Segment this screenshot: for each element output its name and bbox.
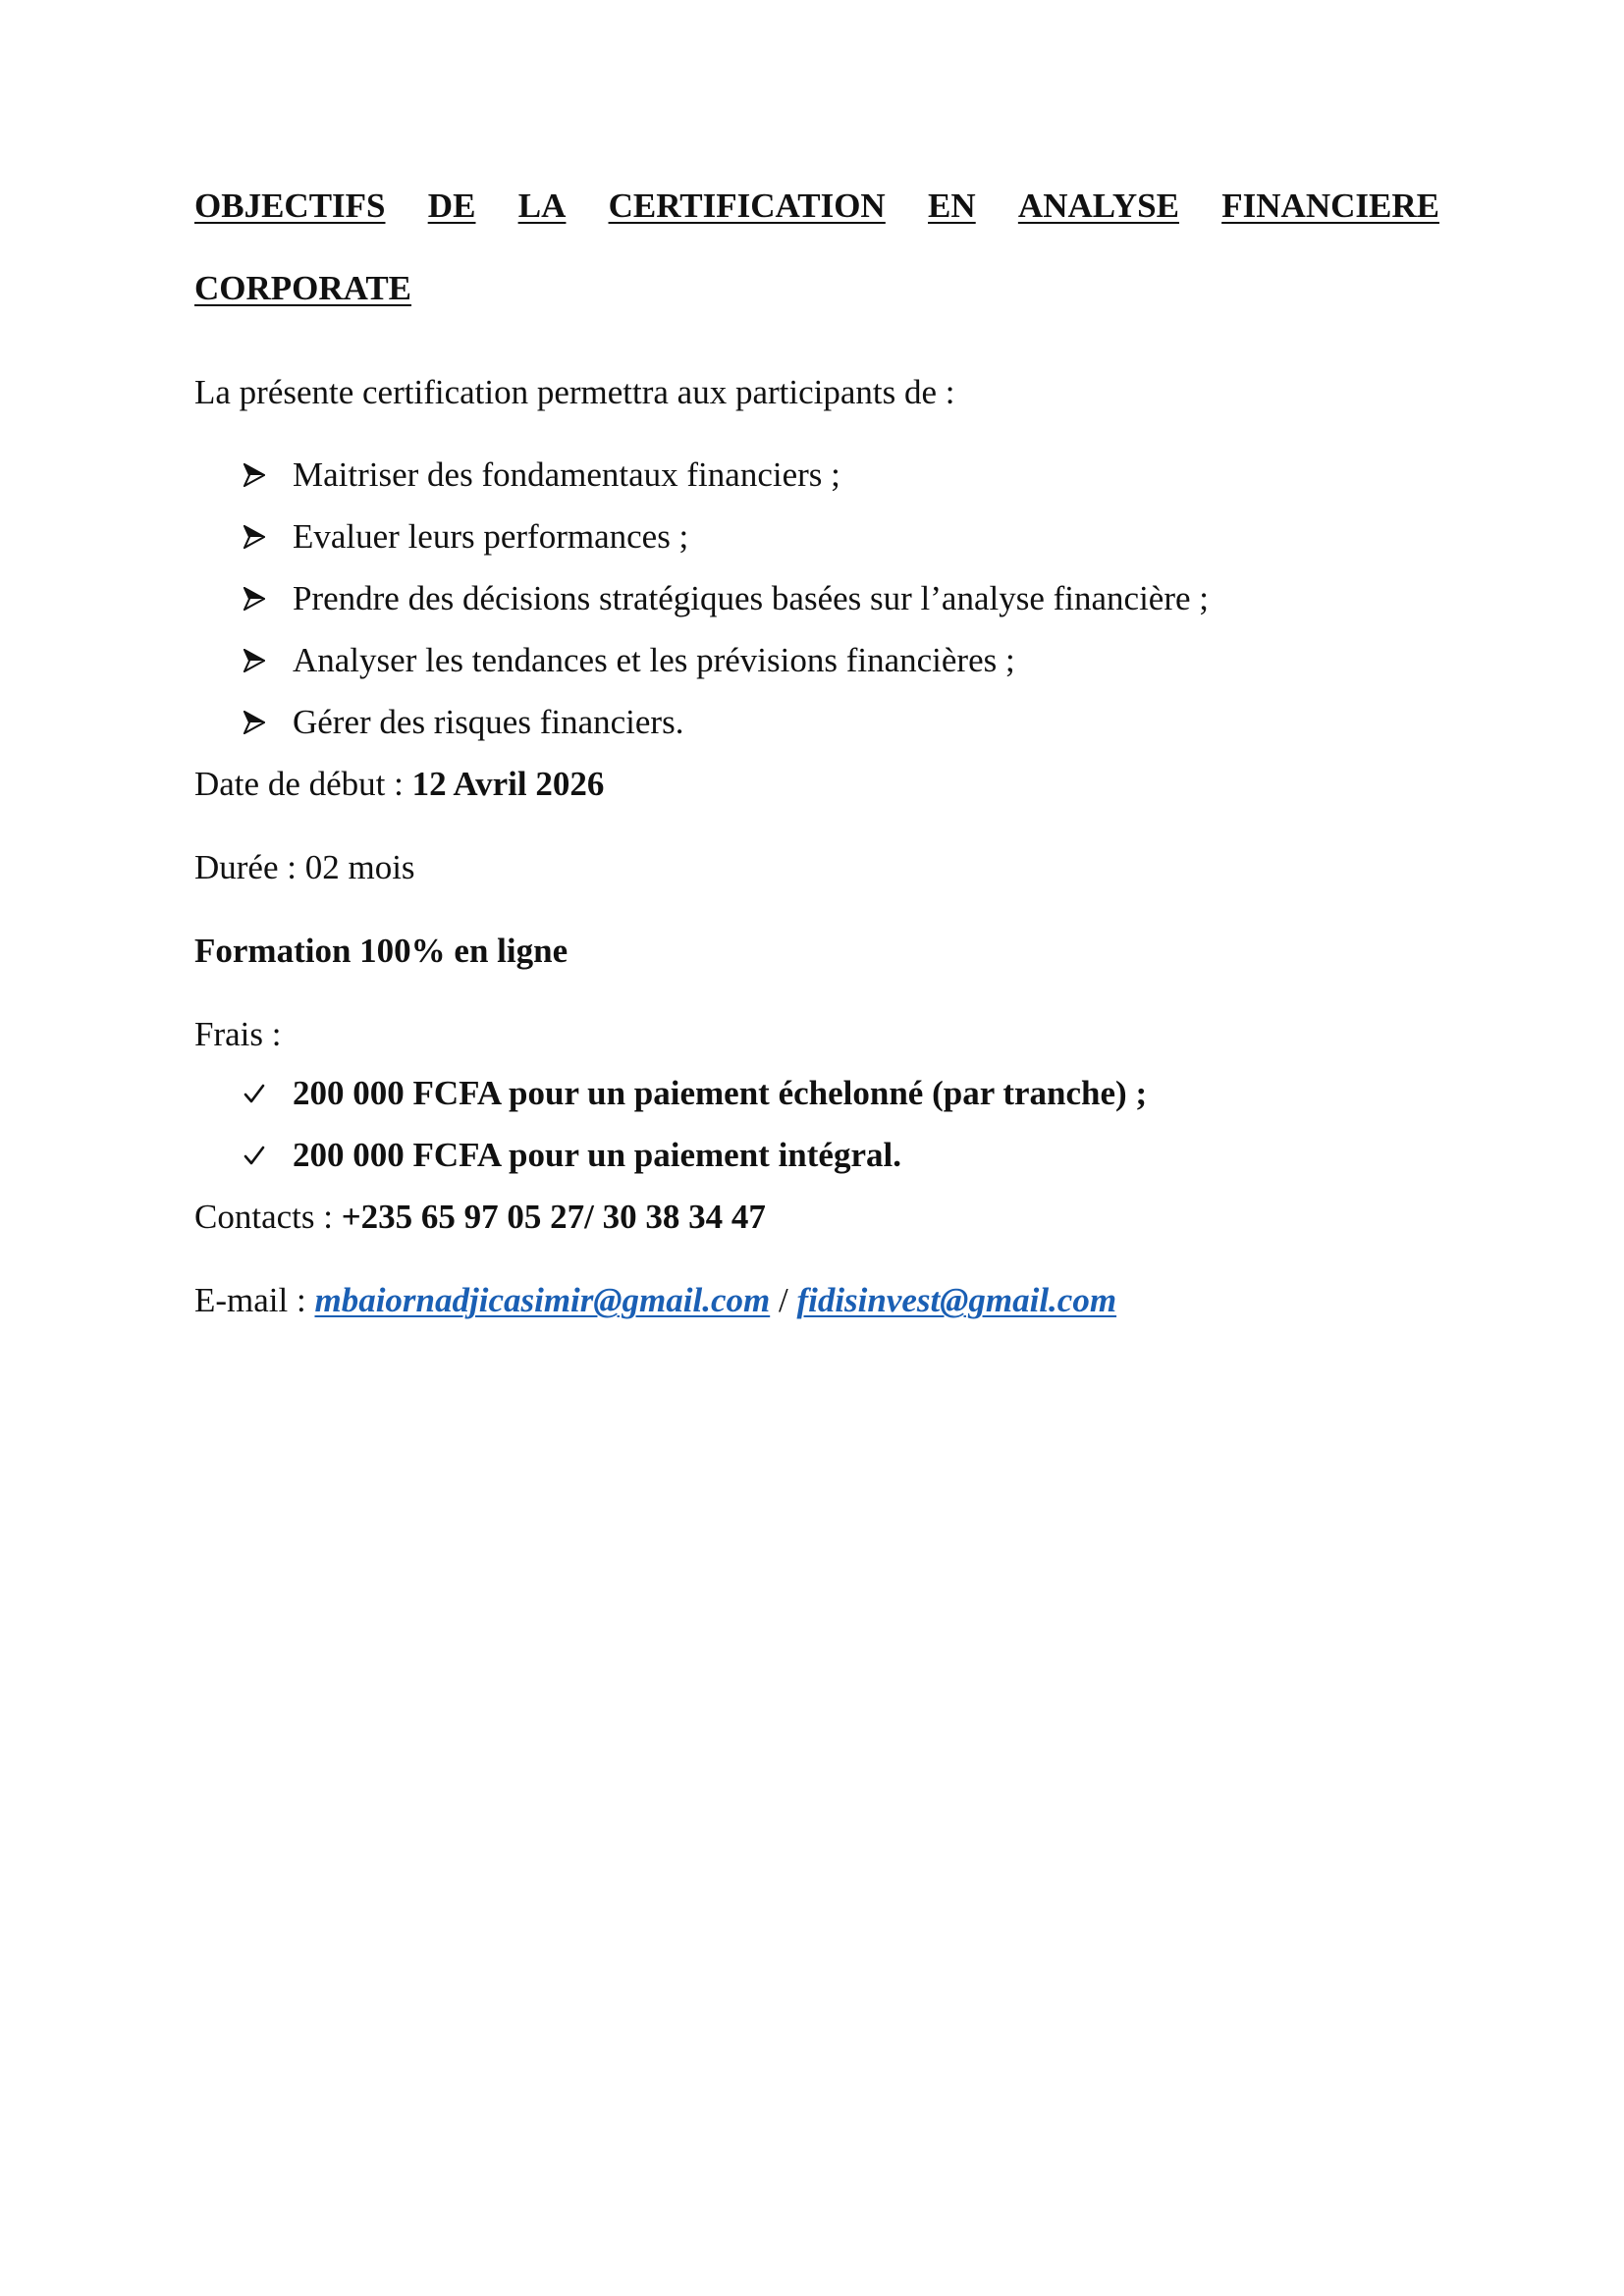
start-date-label: Date de début : <box>194 765 412 803</box>
checkmark-icon <box>244 1145 293 1166</box>
fees-list <box>194 1074 1439 1175</box>
arrow-bullet-icon <box>244 711 293 734</box>
email-label: E-mail : <box>194 1281 315 1319</box>
arrow-bullet-icon <box>244 463 293 487</box>
email-separator: / <box>770 1281 797 1319</box>
contacts-line <box>194 1198 1439 1237</box>
objective-text: Evaluer leurs performances ; <box>293 517 689 556</box>
heading-word: DE <box>427 187 476 225</box>
contacts-phone: +235 65 97 05 27/ 30 38 34 47 <box>341 1198 766 1236</box>
objective-text: Maitriser des fondamentaux financiers ; <box>293 455 840 494</box>
heading-word: OBJECTIFS <box>194 187 386 225</box>
heading-word: CERTIFICATION <box>608 187 886 225</box>
fee-text: 200 000 FCFA pour un paiement échelonné (par tranche) ; <box>293 1074 1148 1112</box>
heading-word: LA <box>517 187 567 225</box>
heading-word: FINANCIERE <box>1221 187 1439 225</box>
arrow-bullet-icon <box>244 587 293 611</box>
objective-text: Analyser les tendances et les prévisions financières ; <box>293 641 1015 679</box>
heading-line-1 <box>194 187 1439 226</box>
arrow-bullet-icon <box>244 649 293 672</box>
list-item <box>194 703 1439 742</box>
contacts-label: Contacts : <box>194 1198 342 1236</box>
format-line: Formation 100% en ligne <box>194 932 568 970</box>
duration-line: Durée : 02 mois <box>194 848 415 886</box>
list-item <box>194 1074 1439 1113</box>
start-date-value: 12 Avril 2026 <box>411 765 605 803</box>
heading-line-2: CORPORATE <box>194 269 412 307</box>
fees-label: Frais : <box>194 1015 282 1053</box>
objective-text: Gérer des risques financiers. <box>293 703 684 741</box>
email-line <box>194 1281 1439 1320</box>
heading-word: EN <box>928 187 976 225</box>
email-link-1[interactable]: mbaiornadjicasimir@gmail.com <box>314 1281 771 1319</box>
email-link-2[interactable]: fidisinvest@gmail.com <box>796 1281 1117 1319</box>
list-item <box>194 641 1439 680</box>
heading-word: ANALYSE <box>1017 187 1179 225</box>
checkmark-icon <box>244 1083 293 1104</box>
intro-text: La présente certification permettra aux participants de : <box>194 373 955 411</box>
objective-text: Prendre des décisions stratégiques basées sur l’analyse financière ; <box>293 579 1210 617</box>
list-item <box>194 579 1439 618</box>
list-item <box>194 517 1439 557</box>
start-date-line <box>194 765 1439 804</box>
list-item <box>194 455 1439 495</box>
document-content <box>194 187 1439 1320</box>
fee-text: 200 000 FCFA pour un paiement intégral. <box>293 1136 901 1174</box>
list-item <box>194 1136 1439 1175</box>
objectives-list <box>194 455 1439 742</box>
arrow-bullet-icon <box>244 525 293 549</box>
